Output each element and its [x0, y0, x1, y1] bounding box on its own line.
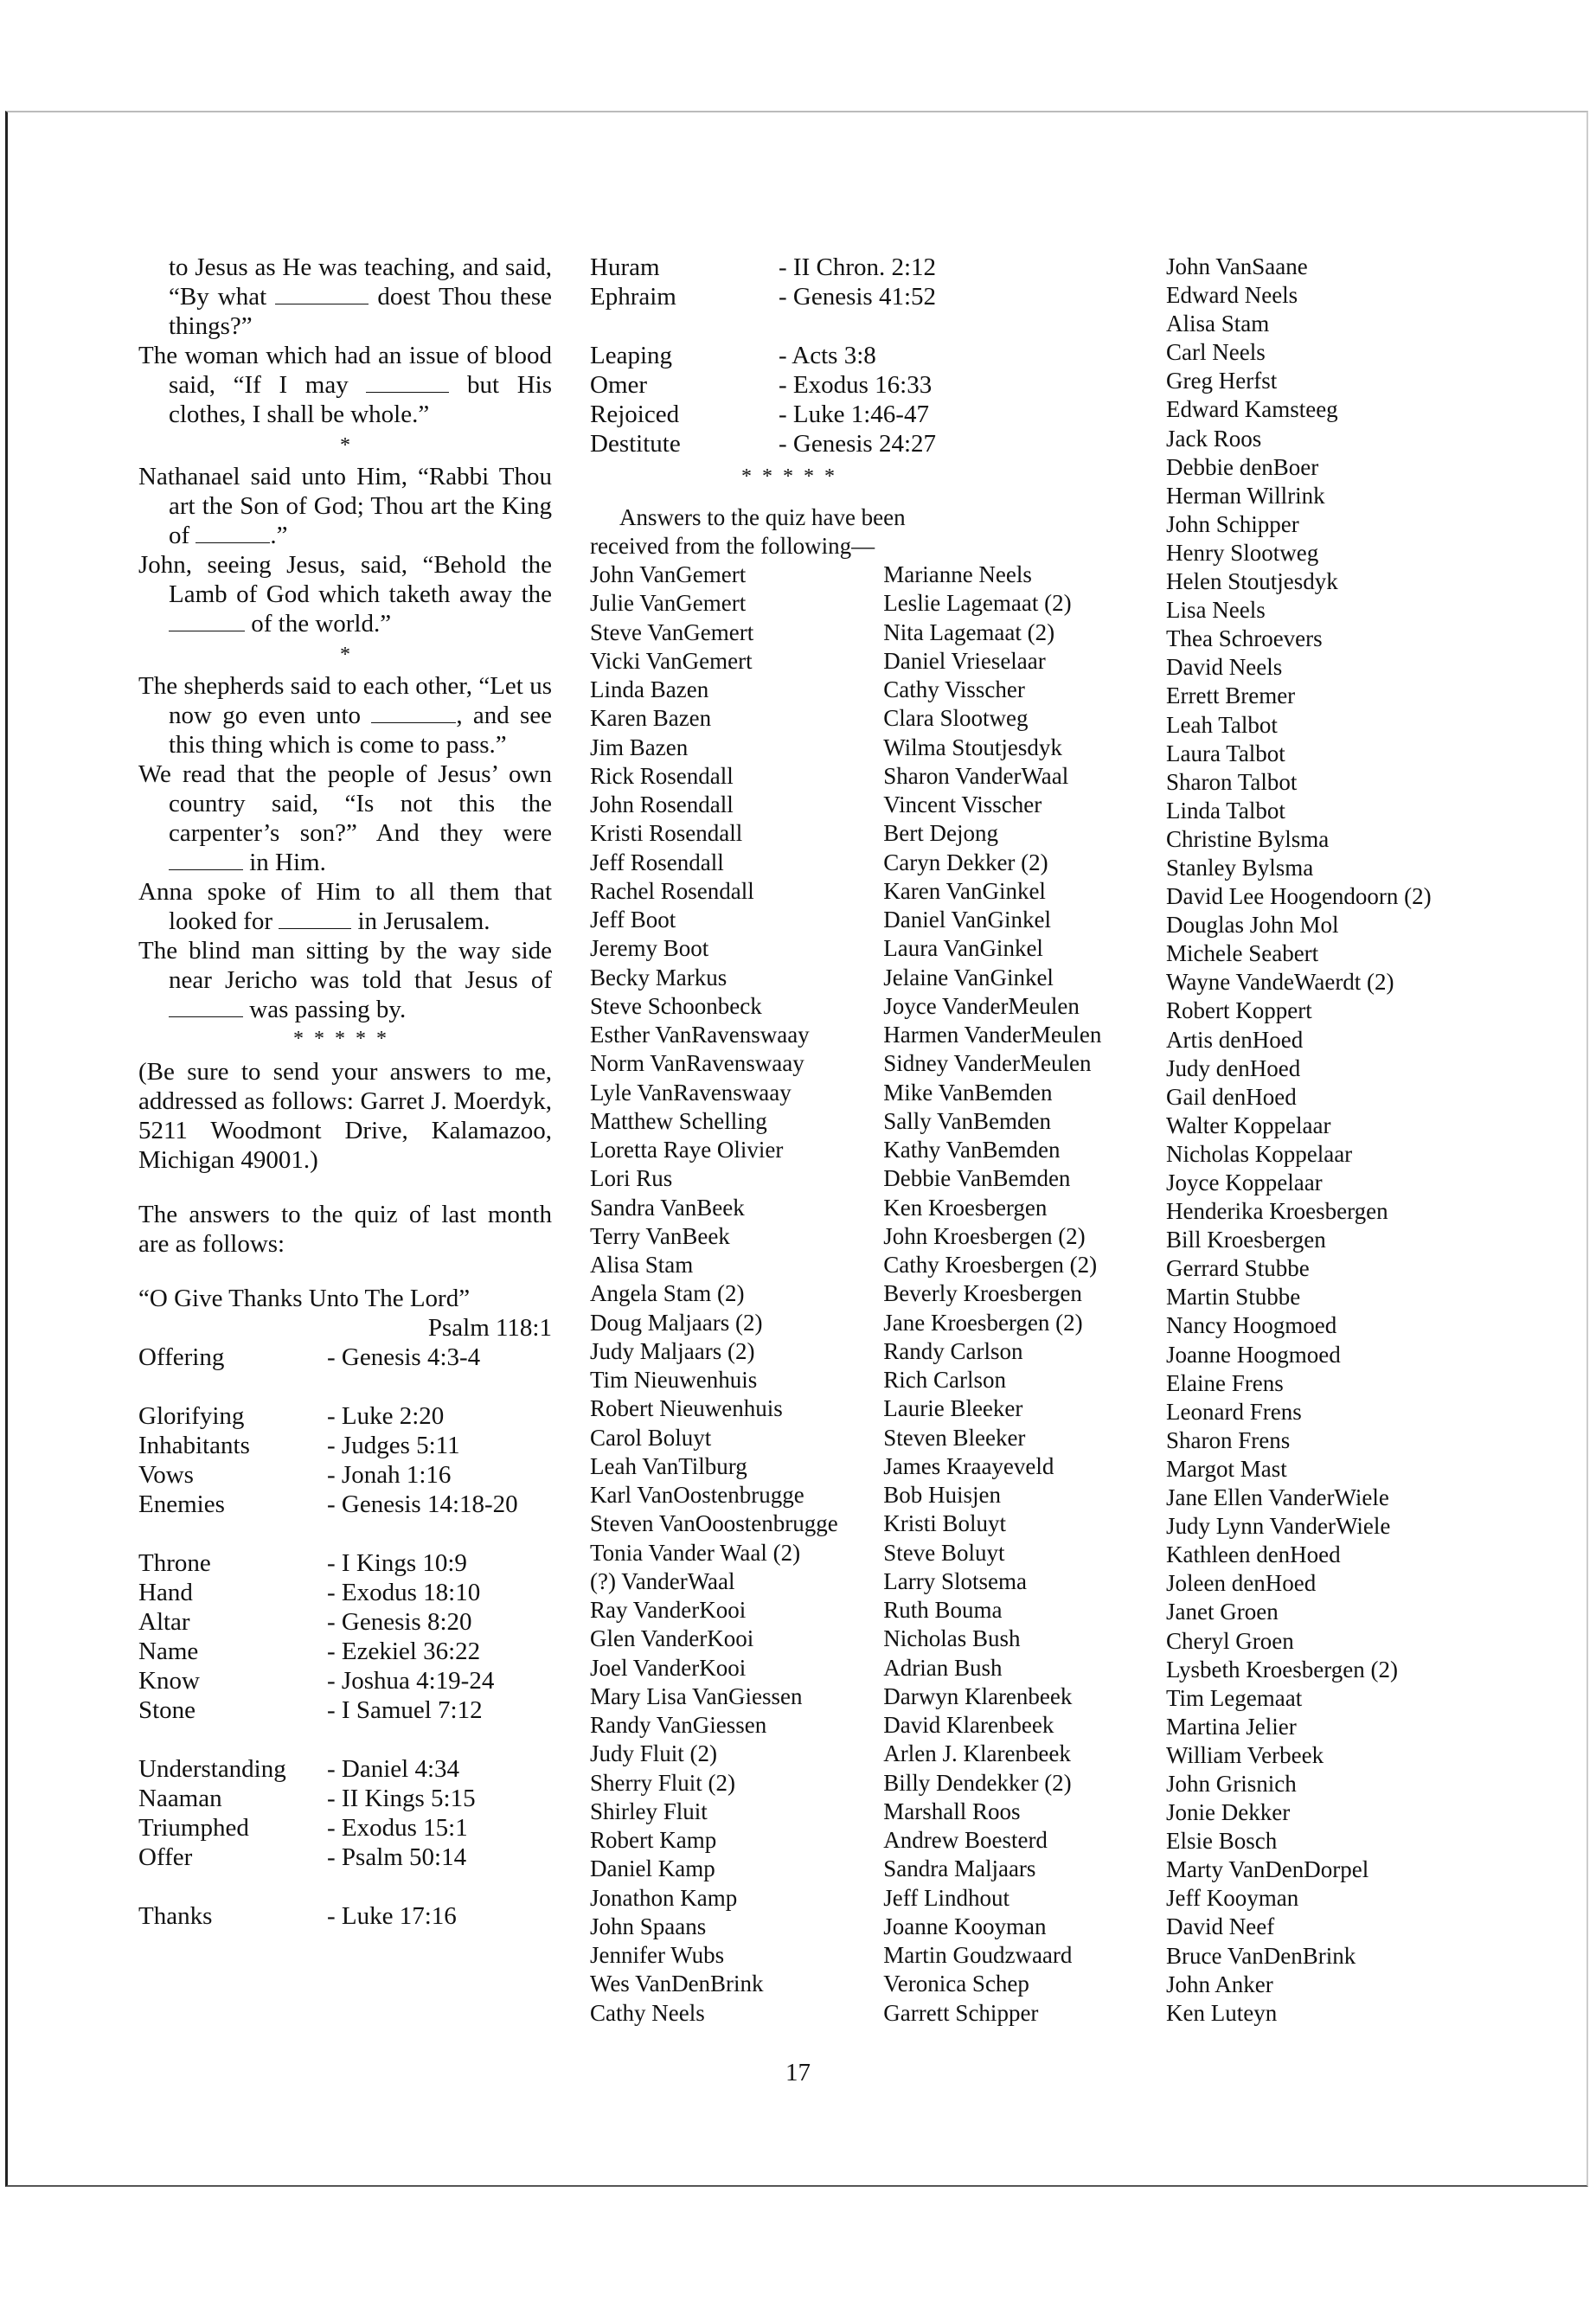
respondent-name: Ruth Bouma [883, 1597, 1003, 1623]
respondent-name: Jane Kroesbergen (2) [883, 1309, 1083, 1336]
quiz-title: “O Give Thanks Unto The Lord” [138, 1285, 471, 1312]
respondent-name: Julie VanGemert [590, 590, 747, 617]
respondent-name: Nita Lagemaat (2) [883, 619, 1055, 645]
answer-reference: - II Chron. 2:12 [779, 253, 937, 281]
respondent-name: Sandra Maljaars [883, 1856, 1036, 1882]
question-1: to Jesus as He was teaching, and said, “By what doest Thou these things?” [169, 253, 553, 340]
respondent-name: Loretta Raye Olivier [590, 1137, 784, 1163]
respondent-name: Cheryl Groen [1166, 1627, 1294, 1654]
respondent-name: Stanley Bylsma [1166, 854, 1314, 881]
respondent-name: Steve VanGemert [590, 619, 754, 645]
respondent-name: John Grisnich [1166, 1770, 1297, 1797]
respondent-name: Michele Seabert [1166, 940, 1319, 967]
question-2: The woman which had an issue of blood said, “If I may but His clothes, I shall be whole.” [138, 342, 553, 428]
separator-stars: ***** [293, 1028, 397, 1050]
respondent-name: Judy Lynn VanderWiele [1166, 1513, 1391, 1540]
answer-reference: - Genesis 24:27 [779, 430, 937, 458]
respondent-name: Sharon VanderWaal [883, 762, 1069, 789]
answer-word: Triumphed [138, 1814, 249, 1842]
answer-word: Hand [138, 1579, 193, 1606]
intro-line-1: Answers to the quiz have been [619, 504, 906, 530]
respondent-name: Lisa Neels [1166, 597, 1266, 624]
answer-reference: - Luke 1:46-47 [779, 401, 929, 428]
respondent-name: John VanGemert [590, 561, 747, 587]
respondent-name: Leah Talbot [1166, 711, 1278, 738]
quiz-column [138, 253, 552, 1931]
question-6: We read that the people of Jesus’ own country said, “Is not this the carpenter’s son?” And they were in Him. [138, 760, 552, 876]
respondent-name: Leslie Lagemaat (2) [883, 590, 1072, 617]
group-gap [138, 1872, 552, 1901]
respondent-name: Beverly Kroesbergen [883, 1280, 1082, 1307]
answer-row [138, 1431, 552, 1460]
respondent-name: Tim Nieuwenhuis [590, 1367, 758, 1393]
respondent-name: Edward Kamsteeg [1166, 396, 1338, 423]
respondent-name: Sherry Fluit (2) [590, 1769, 735, 1796]
respondent-name: Harmen VanderMeulen [883, 1022, 1102, 1048]
answer-reference: - Genesis 8:20 [327, 1608, 472, 1636]
answer-word: Offering [138, 1343, 225, 1371]
answer-row [138, 1695, 552, 1725]
answer-row [138, 1666, 552, 1695]
respondent-name: Jeff Lindhout [883, 1884, 1010, 1911]
answer-word: Thanks [138, 1902, 213, 1930]
respondent-name: Matthew Schelling [590, 1107, 767, 1134]
answer-word: Leaping [590, 342, 673, 369]
respondent-name: Greg Herfst [1166, 368, 1278, 394]
respondent-name: William Verbeek [1166, 1741, 1324, 1768]
answer-word: Vows [138, 1461, 194, 1489]
respondent-name: Rachel Rosendall [590, 877, 754, 904]
answer-reference: - II Kings 5:15 [327, 1785, 476, 1812]
answer-reference: - Joshua 4:19-24 [327, 1667, 495, 1695]
respondent-name: Lysbeth Kroesbergen (2) [1166, 1656, 1398, 1682]
respondent-name: Karl VanOostenbrugge [590, 1482, 804, 1508]
respondent-name: Jim Bazen [590, 734, 689, 760]
answer-row [138, 1901, 552, 1931]
respondent-name: Nancy Hoogmoed [1166, 1312, 1337, 1339]
answer-word: Know [138, 1667, 200, 1695]
respondent-name: Wes VanDenBrink [590, 1971, 764, 1997]
respondent-name: Nicholas Bush [883, 1625, 1021, 1652]
quiz-psalm: Psalm 118:1 [427, 1314, 552, 1342]
question-5: The shepherds said to each other, “Let us now go even unto , and see this thing which is come to pass.” [138, 672, 552, 759]
answer-word: Huram [590, 253, 660, 281]
respondent-name: Joleen denHoed [1166, 1570, 1317, 1597]
respondent-name: Wayne VandeWaerdt (2) [1166, 969, 1394, 996]
respondent-name: Carol Boluyt [590, 1424, 712, 1451]
answer-word: Throne [138, 1549, 211, 1577]
respondent-name: Elaine Frens [1166, 1369, 1284, 1396]
respondent-name: Sharon Frens [1166, 1426, 1291, 1453]
respondent-name: Gail denHoed [1166, 1083, 1297, 1110]
answer-word: Ephraim [590, 283, 676, 311]
respondent-name: Tim Legemaat [1166, 1684, 1303, 1711]
respondent-name: Daniel Kamp [590, 1856, 715, 1882]
respondent-name: Errett Bremer [1166, 683, 1296, 709]
respondent-name: Garrett Schipper [883, 1999, 1039, 2026]
separator-stars: ***** [741, 465, 845, 488]
respondent-name: John VanSaane [1166, 253, 1308, 279]
respondent-name: John Anker [1166, 1971, 1273, 1997]
respondent-name: Bob Huisjen [883, 1482, 1001, 1508]
respondent-name: Gerrard Stubbe [1166, 1255, 1310, 1282]
respondent-name: Thea Schroevers [1166, 625, 1323, 652]
group-gap [138, 1725, 552, 1754]
answer-row [590, 400, 1135, 429]
respondent-name: Jonathon Kamp [590, 1884, 738, 1911]
answer-reference: - Jonah 1:16 [327, 1461, 452, 1489]
answer-word: Naaman [138, 1785, 222, 1812]
respondent-name: Bruce VanDenBrink [1166, 1942, 1356, 1969]
respondent-name: Sally VanBemden [883, 1107, 1051, 1134]
respondent-name: Jane Ellen VanderWiele [1166, 1484, 1389, 1511]
respondent-name: Nicholas Koppelaar [1166, 1140, 1353, 1167]
respondents-intro [590, 503, 1135, 561]
respondent-name: Darwyn Klarenbeek [883, 1682, 1073, 1709]
respondent-name: Christine Bylsma [1166, 825, 1330, 852]
respondent-name: Kathleen denHoed [1166, 1541, 1341, 1568]
respondent-name: Mary Lisa VanGiessen [590, 1682, 803, 1709]
respondent-name: Judy denHoed [1166, 1054, 1301, 1081]
respondent-name: Jack Roos [1166, 425, 1262, 452]
respondent-name: Henry Slootweg [1166, 539, 1319, 566]
respondent-name: Steve Boluyt [883, 1539, 1005, 1566]
answer-row [138, 1343, 552, 1372]
respondent-name: Sidney VanderMeulen [883, 1050, 1092, 1077]
respondent-name: Carl Neels [1166, 339, 1266, 366]
respondent-name: Cathy Neels [590, 1999, 705, 2026]
respondent-name: Veronica Schep [883, 1971, 1029, 1997]
respondent-name: Shirley Fluit [590, 1798, 708, 1824]
respondent-name: Judy Fluit (2) [590, 1740, 718, 1767]
answer-row [138, 1548, 552, 1578]
respondent-name: Kristi Boluyt [883, 1510, 1006, 1537]
respondent-name: Randy VanGiessen [590, 1712, 767, 1738]
respondent-name: Alisa Stam [590, 1252, 694, 1278]
group-gap [138, 1372, 552, 1401]
right-column [1166, 253, 1573, 2028]
middle-column [590, 253, 1135, 2028]
answer-reference: - Psalm 50:14 [327, 1843, 467, 1871]
answer-reference: - Acts 3:8 [779, 342, 876, 369]
answer-word: Omer [590, 371, 648, 399]
respondent-name: Janet Groen [1166, 1599, 1279, 1625]
answer-reference: - Exodus 18:10 [327, 1579, 481, 1606]
respondent-name: David Neef [1166, 1913, 1275, 1940]
respondent-name: Margot Mast [1166, 1455, 1287, 1482]
respondent-name: Henderika Kroesbergen [1166, 1198, 1388, 1225]
answer-reference: - I Kings 10:9 [327, 1549, 467, 1577]
respondent-name: Debbie VanBemden [883, 1165, 1071, 1192]
answer-row [138, 1784, 552, 1813]
question-4: John, seeing Jesus, said, “Behold the Lamb of God which taketh away the of the world.” [138, 551, 552, 638]
question-7: Anna spoke of Him to all them that looked for in Jerusalem. [138, 878, 552, 935]
answer-word: Altar [138, 1608, 190, 1636]
answer-row [590, 341, 1135, 370]
question-8: The blind man sitting by the way side near Jericho was told that Jesus of was passing by. [138, 937, 552, 1023]
answer-reference: - Luke 2:20 [327, 1402, 445, 1430]
respondent-name: Cathy Visscher [883, 676, 1025, 702]
respondent-name: Bert Dejong [883, 820, 998, 847]
respondent-name: Rick Rosendall [590, 762, 734, 789]
answer-word: Stone [138, 1696, 196, 1724]
respondent-name: David Neels [1166, 654, 1283, 681]
respondent-name: Karen VanGinkel [883, 877, 1046, 904]
respondent-name: Joyce Koppelaar [1166, 1170, 1323, 1195]
answer-row [138, 1637, 552, 1666]
answer-reference: - Exodus 16:33 [779, 371, 933, 399]
answer-word: Destitute [590, 430, 681, 458]
respondent-name: Edward Neels [1166, 282, 1298, 309]
respondent-name: Tonia Vander Waal (2) [590, 1539, 801, 1566]
respondent-name: Martina Jelier [1166, 1713, 1297, 1740]
respondent-name: John Schipper [1166, 510, 1299, 537]
respondent-name: Linda Talbot [1166, 797, 1285, 824]
respondent-name: Kristi Rosendall [590, 820, 743, 847]
address-note: (Be sure to send your answers to me, addressed as follows: Garret J. Moerdyk, 5211 Woodmont Drive, Kalamazoo, Michigan 49001.) [138, 1058, 552, 1174]
respondent-name: Linda Bazen [590, 676, 709, 702]
intro-line-2: received from the following— [590, 533, 875, 559]
respondent-name: Joyce VanderMeulen [883, 992, 1080, 1019]
respondent-name: Angela Stam (2) [590, 1280, 745, 1307]
answer-reference: - Genesis 14:18-20 [327, 1490, 518, 1518]
answer-reference: - Genesis 41:52 [779, 283, 937, 311]
answer-word: Understanding [138, 1755, 286, 1783]
respondent-name: Clara Slootweg [883, 705, 1029, 732]
respondent-name: Joanne Kooyman [883, 1913, 1047, 1939]
respondent-name: Helen Stoutjesdyk [1166, 568, 1338, 595]
respondent-names [590, 561, 1135, 2028]
respondent-name: Laurie Bleeker [883, 1395, 1023, 1422]
respondent-name: Daniel VanGinkel [883, 907, 1051, 933]
answer-row [590, 370, 1135, 400]
respondent-name: Mike VanBemden [883, 1079, 1053, 1106]
respondent-name: Norm VanRavenswaay [590, 1050, 804, 1077]
respondent-name: Herman Willrink [1166, 482, 1325, 509]
names-right [883, 561, 1135, 2028]
answer-row [138, 1490, 552, 1519]
respondent-name: Robert Nieuwenhuis [590, 1395, 783, 1422]
answer-word: Rejoiced [590, 401, 680, 428]
respondent-name: Steve Schoonbeck [590, 992, 762, 1019]
answer-reference: - I Samuel 7:12 [327, 1696, 483, 1724]
answer-reference: - Ezekiel 36:22 [327, 1638, 481, 1665]
separator-star: * [340, 644, 350, 666]
group-gap [138, 1519, 552, 1548]
answer-row [590, 253, 1135, 282]
respondent-name: Jonie Dekker [1166, 1799, 1291, 1826]
respondent-name: Steven Bleeker [883, 1424, 1026, 1451]
respondent-name: Adrian Bush [883, 1654, 1003, 1681]
respondent-name: David Lee Hoogendoorn (2) [1166, 883, 1432, 910]
respondent-name: Joanne Hoogmoed [1166, 1341, 1341, 1368]
respondent-name: Kathy VanBemden [883, 1137, 1061, 1163]
respondent-name: Sandra VanBeek [590, 1194, 745, 1221]
answer-list-continued [590, 253, 1135, 458]
respondent-name: Marianne Neels [883, 561, 1032, 587]
answer-row [138, 1843, 552, 1872]
respondent-name: Billy Dendekker (2) [883, 1769, 1072, 1796]
respondent-name: Robert Koppert [1166, 997, 1312, 1024]
respondent-name: Laura Talbot [1166, 740, 1285, 766]
answer-row [138, 1754, 552, 1784]
respondent-name: Robert Kamp [590, 1827, 717, 1853]
respondent-name: Ken Kroesbergen [883, 1194, 1048, 1221]
question-3: Nathanael said unto Him, “Rabbi Thou art the Son of God; Thou art the King of .” [138, 463, 552, 549]
respondent-name: Terry VanBeek [590, 1222, 730, 1249]
answer-row [590, 282, 1135, 311]
respondent-name: Esther VanRavenswaay [590, 1022, 810, 1048]
respondent-name: Bill Kroesbergen [1166, 1227, 1326, 1253]
respondent-name: John Rosendall [590, 792, 734, 817]
respondent-name: Joel VanderKooi [590, 1654, 747, 1681]
respondent-name: Vincent Visscher [883, 792, 1042, 817]
answer-word: Offer [138, 1843, 193, 1871]
respondent-name: Cathy Kroesbergen (2) [883, 1252, 1098, 1278]
respondent-name: Glen VanderKooi [590, 1625, 754, 1652]
respondent-name: Lyle VanRavenswaay [590, 1079, 792, 1106]
answers-intro: The answers to the quiz of last month are as follows: [138, 1201, 552, 1258]
answer-reference: - Judges 5:11 [327, 1432, 460, 1459]
answer-reference: - Genesis 4:3-4 [327, 1343, 481, 1371]
respondent-name: Andrew Boesterd [883, 1827, 1048, 1853]
answer-word: Glorifying [138, 1402, 245, 1430]
respondent-name: Arlen J. Klarenbeek [883, 1740, 1071, 1767]
respondent-name: Elsie Bosch [1166, 1828, 1278, 1855]
respondent-name: Leah VanTilburg [590, 1452, 747, 1479]
respondent-name: Doug Maljaars (2) [590, 1309, 763, 1336]
respondent-name: Ken Luteyn [1166, 1999, 1278, 2026]
respondent-name: James Kraayeveld [883, 1452, 1054, 1479]
respondent-name: Steven VanOoostenbrugge [590, 1510, 838, 1537]
answer-row [138, 1578, 552, 1607]
answer-row [138, 1460, 552, 1490]
respondent-name: Artis denHoed [1166, 1026, 1304, 1053]
separator-star: * [340, 434, 350, 457]
respondent-name: Judy Maljaars (2) [590, 1337, 755, 1364]
answer-row [138, 1607, 552, 1637]
respondent-name: Alisa Stam [1166, 311, 1270, 337]
respondent-name: Jelaine VanGinkel [883, 964, 1054, 990]
respondent-name: Marshall Roos [883, 1798, 1021, 1824]
respondent-name: Becky Markus [590, 964, 727, 990]
answer-row [590, 429, 1135, 458]
answer-word: Enemies [138, 1490, 225, 1518]
respondent-name: Marty VanDenDorpel [1166, 1856, 1369, 1883]
respondent-name: Martin Stubbe [1166, 1284, 1301, 1311]
answer-reference: - Daniel 4:34 [327, 1755, 460, 1783]
respondent-name: David Klarenbeek [883, 1712, 1054, 1738]
answer-reference: - Luke 17:16 [327, 1902, 457, 1930]
page-number: 17 [785, 2059, 811, 2086]
respondent-name: Jeremy Boot [590, 935, 709, 962]
answer-word: Inhabitants [138, 1432, 250, 1459]
respondent-name: John Kroesbergen (2) [883, 1222, 1086, 1249]
respondent-name: Sharon Talbot [1166, 768, 1298, 795]
respondent-name: Jeff Boot [590, 907, 676, 933]
respondent-name: Rich Carlson [883, 1367, 1006, 1393]
answer-reference: - Exodus 15:1 [327, 1814, 468, 1842]
answer-word: Name [138, 1638, 199, 1665]
respondent-name: Douglas John Mol [1166, 912, 1339, 939]
answer-row [138, 1813, 552, 1843]
answer-list [138, 1343, 552, 1931]
respondent-name: Vicki VanGemert [590, 647, 753, 674]
respondent-name: Martin Goudzwaard [883, 1942, 1073, 1968]
respondent-name: Caryn Dekker (2) [883, 849, 1048, 875]
respondent-name: (?) VanderWaal [590, 1567, 735, 1594]
respondent-name: Karen Bazen [590, 705, 712, 732]
respondent-name: Laura VanGinkel [883, 935, 1043, 962]
respondent-name: Ray VanderKooi [590, 1597, 747, 1623]
respondent-name: Wilma Stoutjesdyk [883, 734, 1062, 760]
respondent-name: Lori Rus [590, 1165, 673, 1192]
names-left [590, 561, 883, 2028]
respondent-name: Debbie denBoer [1166, 453, 1319, 480]
respondent-name: Jennifer Wubs [590, 1942, 725, 1968]
respondent-name: Daniel Vrieselaar [883, 647, 1046, 674]
answer-row [138, 1401, 552, 1431]
respondent-name: Randy Carlson [883, 1337, 1023, 1364]
group-gap [590, 311, 1135, 341]
respondent-name: John Spaans [590, 1913, 707, 1939]
respondent-name: Jeff Kooyman [1166, 1885, 1299, 1912]
respondent-name: Larry Slotsema [883, 1567, 1027, 1594]
respondent-name: Leonard Frens [1166, 1398, 1302, 1425]
respondent-name: Walter Koppelaar [1166, 1112, 1331, 1138]
respondent-name: Jeff Rosendall [590, 849, 724, 875]
